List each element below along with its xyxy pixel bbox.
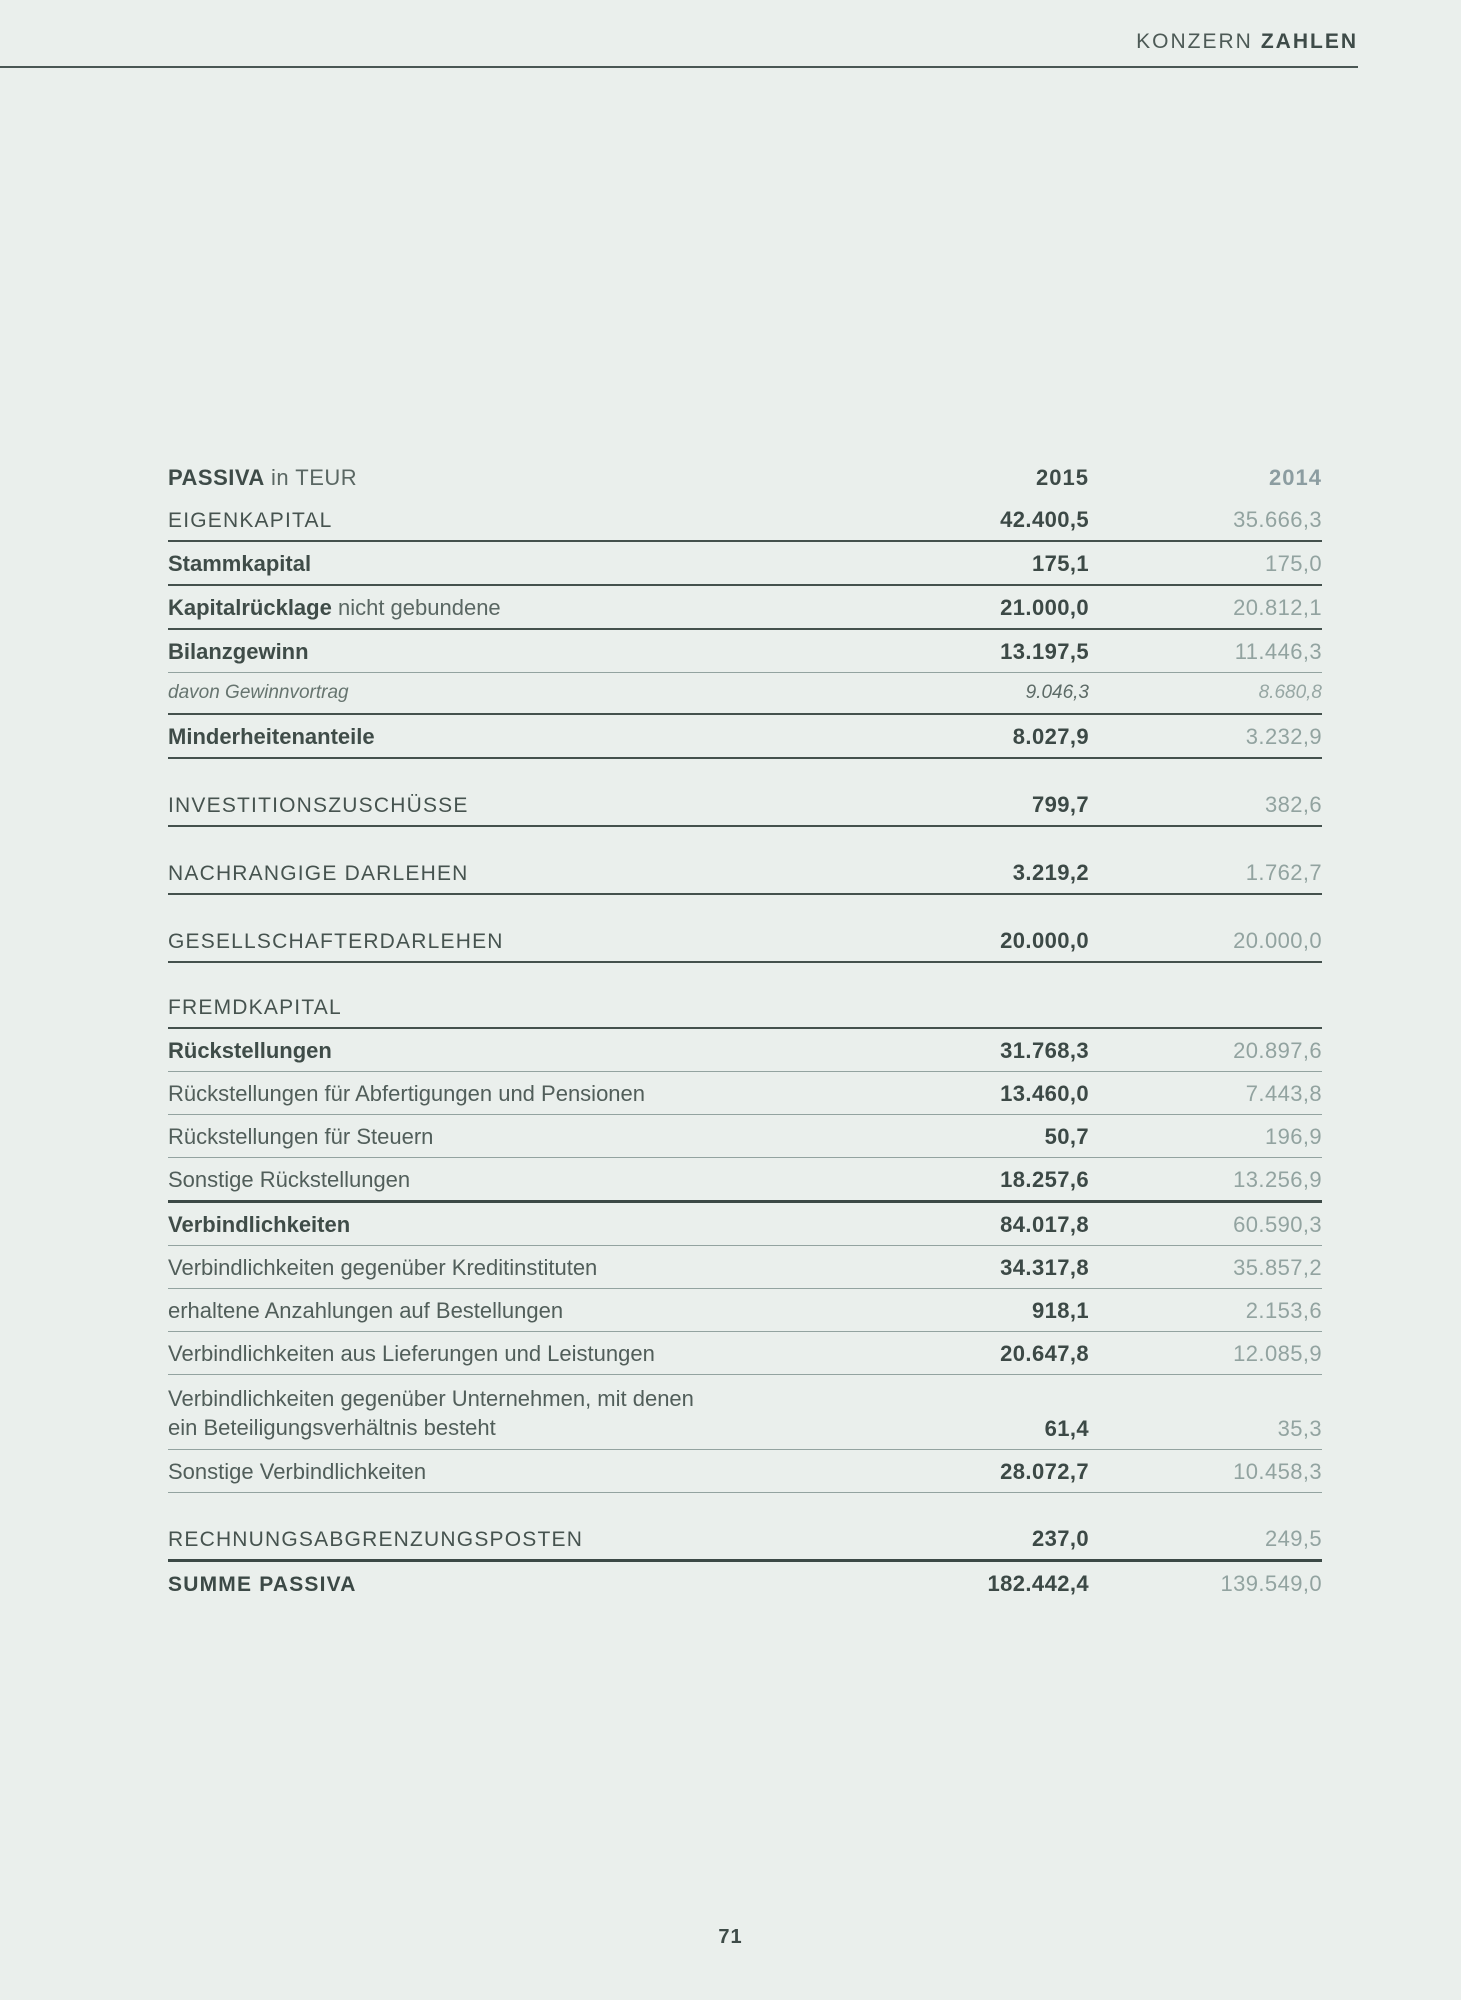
row-value-2014: 35.666,3 <box>1233 507 1322 532</box>
row-label: Sonstige Rückstellungen <box>168 1167 411 1192</box>
row-label: Stammkapital <box>168 551 312 576</box>
row-value-2015: 13.460,0 <box>1000 1081 1089 1106</box>
table-row <box>168 1029 1322 1072</box>
table-row <box>168 1246 1322 1289</box>
row-value-2014: 20.897,6 <box>1233 1038 1322 1063</box>
row-value-2015: 21.000,0 <box>1000 595 1089 620</box>
row-label: SUMME PASSIVA <box>168 1573 357 1596</box>
row-label: Sonstige Verbindlichkeiten <box>168 1459 427 1484</box>
table-row <box>168 1332 1322 1375</box>
row-value-2015: 175,1 <box>1031 551 1089 576</box>
row-label: Verbindlichkeiten aus Lieferungen und Leistungen <box>168 1341 655 1366</box>
row-value-2014: 139.549,0 <box>1220 1571 1322 1596</box>
column-header-label <box>168 465 839 491</box>
table-row <box>168 1072 1322 1115</box>
row-value-2015: 20.000,0 <box>1000 928 1089 953</box>
row-value-2015: 50,7 <box>1044 1124 1089 1149</box>
row-value-2015: 28.072,7 <box>1000 1459 1089 1484</box>
table-title-unit: in TEUR <box>270 465 358 490</box>
row-label: davon Gewinnvortrag <box>168 682 349 703</box>
page-footer <box>0 1926 1461 1949</box>
row-label-line2: ein Beteiligungsverhältnis besteht <box>168 1415 496 1440</box>
row-value-2014: 35.857,2 <box>1233 1255 1322 1280</box>
table-row <box>168 1289 1322 1332</box>
row-value-2015: 237,0 <box>1031 1526 1089 1551</box>
header-title-regular: KONZERN <box>1136 30 1253 53</box>
row-value-2014: 2.153,6 <box>1245 1298 1322 1323</box>
row-label: EIGENKAPITAL <box>168 509 333 532</box>
row-value-2014: 12.085,9 <box>1233 1341 1322 1366</box>
row-label: Rückstellungen <box>168 1038 332 1063</box>
row-label: Rückstellungen für Abfertigungen und Pensionen <box>168 1081 646 1106</box>
row-value-2014: 249,5 <box>1264 1526 1322 1551</box>
row-label-strong: Kapitalrücklage <box>168 595 332 620</box>
row-label: NACHRANGIGE DARLEHEN <box>168 862 469 885</box>
table-row <box>168 586 1322 630</box>
table-row <box>168 1450 1322 1493</box>
table-section-row <box>168 919 1322 963</box>
row-value-2014: 1.762,7 <box>1245 860 1322 885</box>
header-title-bold: ZAHLEN <box>1260 30 1358 53</box>
table-section-row <box>168 987 1322 1029</box>
table-row-note <box>168 673 1322 715</box>
table-row <box>168 1375 1322 1450</box>
column-header-2015: 2015 <box>1036 465 1089 490</box>
passiva-table <box>168 456 1322 1604</box>
row-value-2015: 182.442,4 <box>987 1571 1089 1596</box>
row-label: Verbindlichkeiten gegenüber Kreditinstituten <box>168 1255 598 1280</box>
page-number: 71 <box>718 1926 743 1948</box>
table-section-row <box>168 1517 1322 1562</box>
row-value-2014: 10.458,3 <box>1233 1459 1322 1484</box>
table-row <box>168 498 1322 542</box>
row-value-2015: 3.219,2 <box>1012 860 1089 885</box>
row-label: INVESTITIONSZUSCHÜSSE <box>168 794 469 817</box>
row-value-2014: 175,0 <box>1264 551 1322 576</box>
table-row <box>168 715 1322 759</box>
table-section-row <box>168 851 1322 895</box>
row-value-2015: 84.017,8 <box>1000 1212 1089 1237</box>
table-row <box>168 1115 1322 1158</box>
row-label <box>168 595 839 621</box>
row-value-2014: 7.443,8 <box>1245 1081 1322 1106</box>
row-label-line1: Verbindlichkeiten gegenüber Unternehmen, mit denen <box>168 1386 694 1411</box>
row-value-2014: 35,3 <box>1277 1416 1322 1441</box>
row-label-rest: nicht gebundene <box>337 595 501 620</box>
row-value-2014: 382,6 <box>1264 792 1322 817</box>
row-value-2014: 8.680,8 <box>1258 682 1322 703</box>
row-label: GESELLSCHAFTERDARLEHEN <box>168 930 504 953</box>
row-value-2015: 31.768,3 <box>1000 1038 1089 1063</box>
row-label <box>168 1384 839 1442</box>
row-value-2015: 13.197,5 <box>1000 639 1089 664</box>
row-value-2015: 20.647,8 <box>1000 1341 1089 1366</box>
row-label: RECHNUNGSABGRENZUNGSPOSTEN <box>168 1528 584 1551</box>
table-row <box>168 542 1322 586</box>
row-value-2014: 60.590,3 <box>1233 1212 1322 1237</box>
table-row <box>168 630 1322 673</box>
row-label: Minderheitenanteile <box>168 724 375 749</box>
row-value-2015: 34.317,8 <box>1000 1255 1089 1280</box>
row-label: Verbindlichkeiten <box>168 1212 351 1237</box>
row-value-2014: 13.256,9 <box>1233 1167 1322 1192</box>
table-row <box>168 1158 1322 1203</box>
table-title: PASSIVA <box>168 465 265 490</box>
row-value-2015: 42.400,5 <box>1000 507 1089 532</box>
row-label: FREMDKAPITAL <box>168 996 342 1019</box>
table-total-row <box>168 1562 1322 1604</box>
row-value-2015: 9.046,3 <box>1025 682 1089 703</box>
row-value-2015: 18.257,6 <box>1000 1167 1089 1192</box>
row-label: Rückstellungen für Steuern <box>168 1124 434 1149</box>
row-value-2014: 20.000,0 <box>1233 928 1322 953</box>
row-value-2014: 3.232,9 <box>1245 724 1322 749</box>
row-value-2015: 799,7 <box>1031 792 1089 817</box>
row-label: Bilanzgewinn <box>168 639 309 664</box>
table-section-row <box>168 783 1322 827</box>
row-label: erhaltene Anzahlungen auf Bestellungen <box>168 1298 564 1323</box>
row-value-2015: 918,1 <box>1031 1298 1089 1323</box>
row-value-2015: 61,4 <box>1044 1416 1089 1441</box>
row-value-2014: 11.446,3 <box>1234 639 1322 664</box>
page-header <box>0 0 1358 68</box>
column-header-2014: 2014 <box>1269 465 1322 490</box>
row-value-2015: 8.027,9 <box>1012 724 1089 749</box>
table-column-header-row <box>168 456 1322 498</box>
row-value-2014: 196,9 <box>1264 1124 1322 1149</box>
row-value-2014: 20.812,1 <box>1233 595 1322 620</box>
table-row <box>168 1203 1322 1246</box>
